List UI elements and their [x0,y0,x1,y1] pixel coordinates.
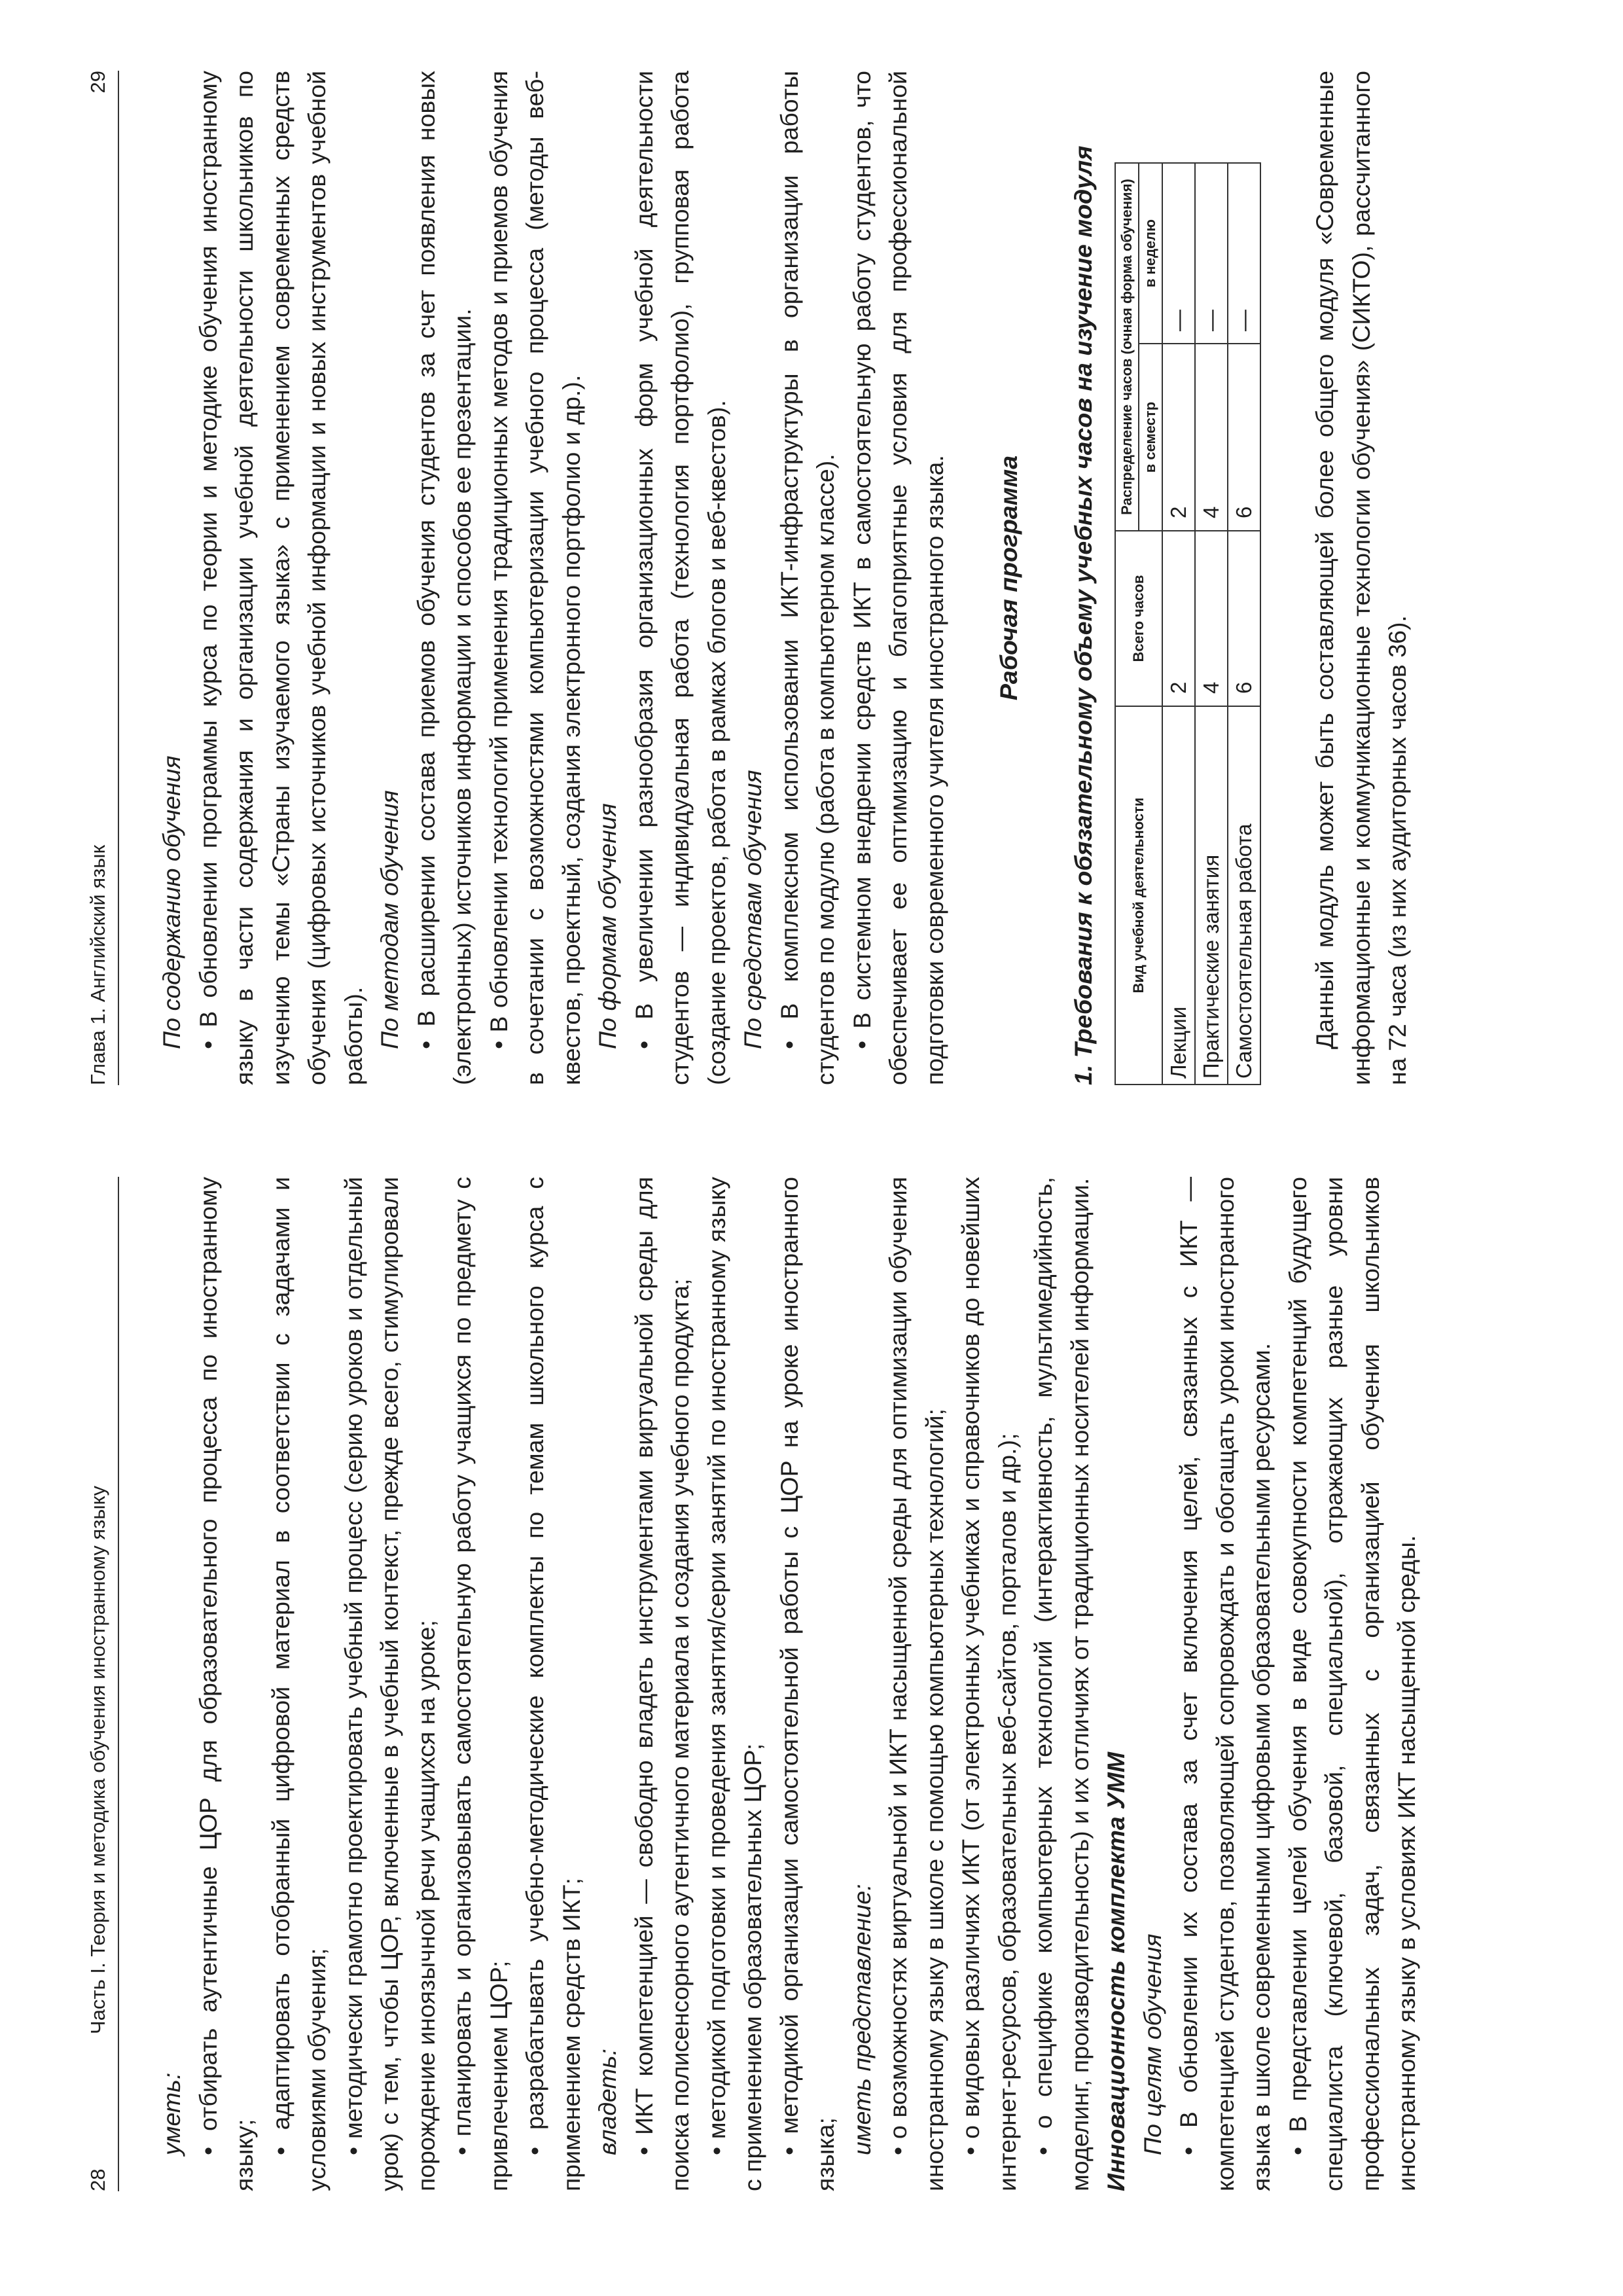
cell-activity: Самостоятельная работа [1228,706,1260,1085]
left-page [0,1177,1623,2191]
paragraph: • В обновлении их состава за счет включения целей, связанных с ИКТ — компетенцией студентов, позволяющей сопровождать и обогащать уроки иностранного языка в школе современными цифровыми образовательными ресурсами. [1175,1177,1275,2191]
paragraph: • методикой подготовки и проведения занятия/серии занятий по иностранному языку с применением образовательных ЦОР; [702,1177,766,2191]
running-title: Часть I. Теория и методика обучения иностранному языку [86,1485,109,2034]
paragraph: • В представлении целей обучения в виде совокупности компетенций будущего специалиста (ключевой, базовой, специальной), отражающих разные уровни профессиональных задач, связанных с организацией обучения школьников иностранному языку в условиях ИКТ насыщенной среды. [1283,1177,1420,2191]
cell-week: — [1162,163,1195,344]
heading-imet-predstavlenie: иметь представление: [847,1884,876,2155]
section-heading: Инновационность комплекта УММ [1102,1751,1130,2191]
cell-total: 6 [1228,531,1260,706]
page-body [154,71,1416,1085]
paragraph: • В обновлении программы курса по теории и методике обучения иностранному языку в части содержания и организации учебной деятельности школьников по изучению темы «Страны изучаемого языка» с применением современных средств обучения (цифровых источников учебной информации и новых инструментов учебной работы). [194,71,367,1085]
header-per-week: в неделю [1139,163,1162,344]
paragraph: • методикой организации самостоятельной работы с ЦОР на уроке иностранного языка; [775,1177,839,2191]
page-number: 29 [86,71,109,94]
cell-week: — [1195,163,1228,344]
page-number: 28 [86,2168,109,2191]
paragraph: • о видовых различиях ИКТ (от электронных учебниках и справочников до новейших интернет-ресурсов, образовательных веб-сайтов, порталов и др.); [957,1177,1021,2191]
subheading: По содержанию обучения [158,755,185,1049]
hours-table [1115,162,1261,1085]
cell-activity: Лекции [1162,706,1195,1085]
header-total: Всего часов [1115,531,1162,706]
page-body [154,1177,1425,2191]
table-header-row [1115,163,1139,1085]
cell-activity: Практические занятия [1195,706,1228,1085]
paragraph: • методически грамотно проектировать учебный процесс (серию уроков и отдельный урок) с тем, чтобы ЦОР, включенные в учебный контекст, прежде всего, стимулировали порождение иноязычной речи учащихся на уроке; [339,1177,440,2191]
paragraph: • ИКТ компетенцией — свободно владеть инструментами виртуальной среды для поиска полисенсорного аутентичного материала и создания учебного продукта; [630,1177,694,2191]
header-distribution: Распределение часов (очная форма обучения) [1115,163,1139,531]
header-per-semester: в семестр [1139,344,1162,531]
paragraph: • В увеличении разнообразия организационных форм учебной деятельности студентов — индивидуальная работа (технология портфолио), групповая работа (создание проектов, работа в рамках блогов и веб-квестов). [630,71,730,1085]
subheading: По методам обучения [376,790,403,1049]
running-head [85,71,119,1085]
header-activity: Вид учебной деятельности [1115,706,1162,1085]
table-row [1195,163,1228,1085]
requirements-heading: 1. Требования к обязательному объему учебных часов на изучение модуля [1069,145,1097,1085]
paragraph: • адаптировать отобранный цифровой материал в соответствии с задачами и условиями обучения; [266,1177,330,2191]
cell-week: — [1228,163,1260,344]
heading-vladet: владеть: [594,2049,621,2155]
paragraph: • В расширении состава приемов обучения студентов за счет появления новых (электронных) источников информации и способов ее презентации. [412,71,476,1085]
paragraph: • В системном внедрении средств ИКТ в самостоятельную работу студентов, что обеспечивает ее оптимизацию и благоприятные условия для профессиональной подготовки современного учителя иностранного языка. [847,71,948,1085]
section-title: Рабочая программа [995,455,1022,701]
running-title: Глава 1. Английский язык [86,844,109,1085]
paragraph: • о специфике компьютерных технологий (интерактивность, мультимедийность, моделинг, производительность) и их отличиях от традиционных носителей информации. [1029,1177,1094,2191]
right-page [0,71,1623,1085]
cell-semester: 6 [1228,344,1260,531]
closing-paragraph: Данный модуль может быть составляющей более общего модуля «Современные информационные и коммуникационные технологии обучения» (СИКТО), рассчитанного на 72 часа (из них аудиторных часов 36). [1311,71,1411,1085]
table-row [1228,163,1260,1085]
running-head [85,1177,119,2191]
paragraph: • разрабатывать учебно-методические комплекты по темам школьного курса с применением средств ИКТ; [521,1177,585,2191]
paragraph: • отбирать аутентичные ЦОР для образовательного процесса по иностранному языку; [194,1177,258,2191]
cell-total: 4 [1195,531,1228,706]
subheading: По средствам обучения [739,770,766,1049]
cell-semester: 2 [1162,344,1195,531]
paragraph: • планировать и организовывать самостоятельную работу учащихся по предмету с привлечением ЦОР; [448,1177,512,2191]
cell-semester: 4 [1195,344,1228,531]
paragraph: • В комплексном использовании ИКТ-инфраструктуры в организации работы студентов по модулю (работа в компьютерном классе). [775,71,839,1085]
subheading: По формам обучения [594,803,621,1049]
cell-total: 2 [1162,531,1195,706]
paragraph: • о возможностях виртуальной и ИКТ насыщенной среды для оптимизации обучения иностранному языку в школе с помощью компьютерных технологий; [884,1177,948,2191]
table-row [1162,163,1195,1085]
paragraph: • В обновлении технологий применения традиционных методов и приемов обучения в сочетании с возможностями компьютеризации учебного процесса (методы веб-квестов, проектный, создания электронного портфолио и др.). [484,71,585,1085]
heading-umet: уметь: [158,2072,185,2155]
subheading: По целям обучения [1138,1933,1166,2155]
